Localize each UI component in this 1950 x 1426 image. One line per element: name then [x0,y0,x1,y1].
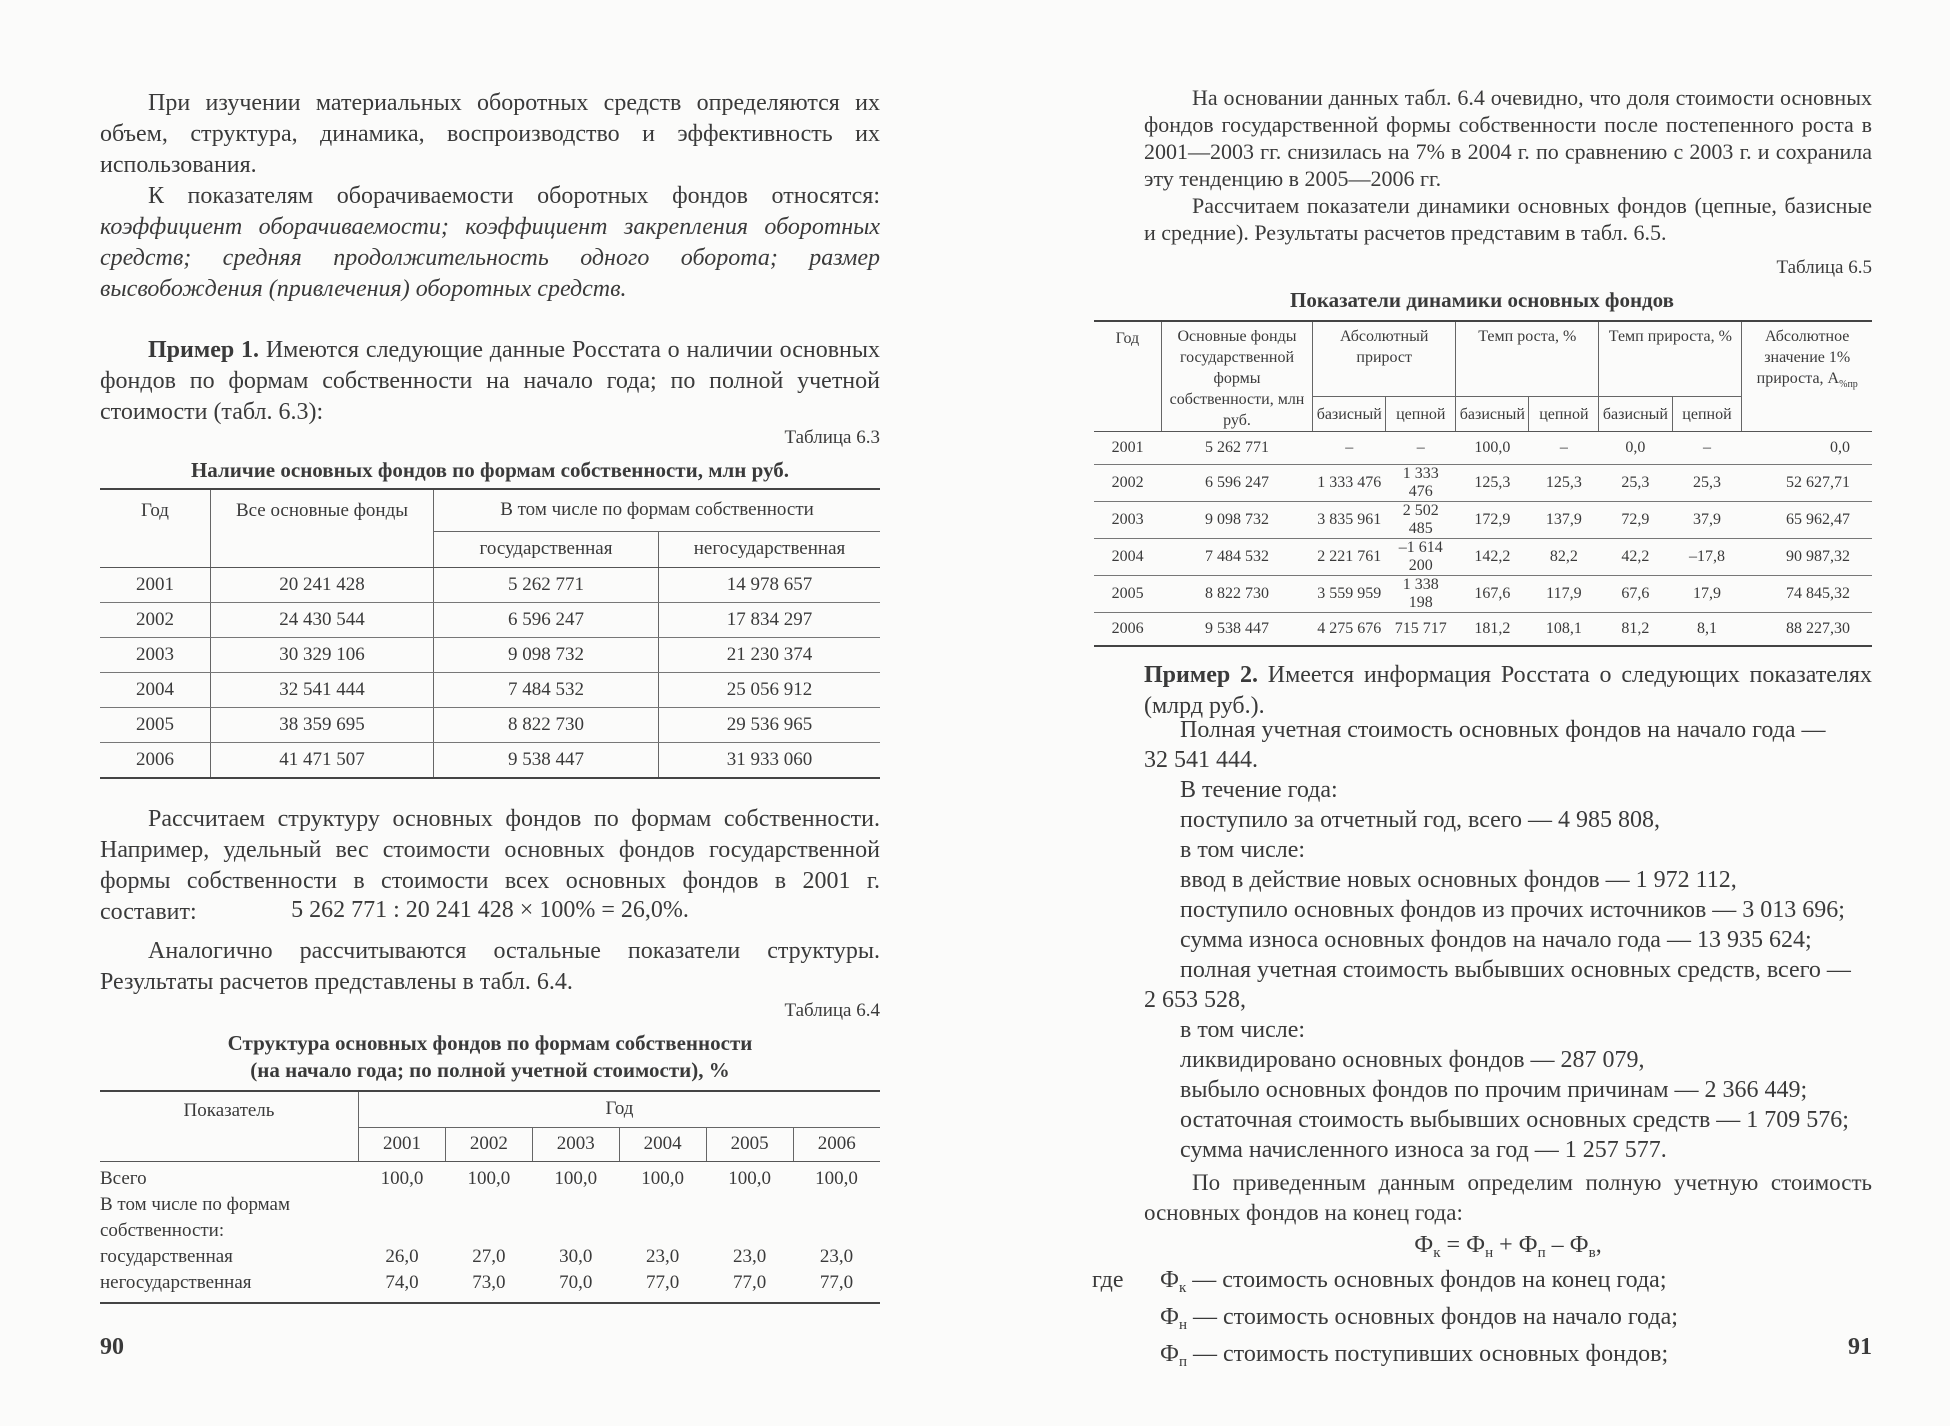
cell-value: 74 845,32 [1742,576,1872,613]
label-nonstate: негосударственная [100,1271,252,1293]
cell-state: 8 822 730 [434,707,659,742]
cell-abs-chain: –1 614 200 [1386,539,1456,576]
cell-abs-base: 1 333 476 [1313,465,1386,502]
list-line: выбыло основных фондов по прочим причинам — 2 366 449; [1180,1077,1808,1103]
cell-growth-base: 0,0 [1599,432,1672,465]
cell-state: 9 538 447 [434,742,659,778]
list-line: 32 541 444. [1144,747,1258,773]
table-6-4-col [793,1161,880,1303]
list-line: в том числе: [1180,837,1306,863]
legend-where: где [1092,1267,1124,1293]
label-state: государственная [100,1245,233,1267]
cell-nonstate: 21 230 374 [659,637,881,672]
table-6-3-number: Таблица 6.3 [784,427,880,448]
table-6-5-number: Таблица 6.5 [1776,257,1872,278]
cell-state: 7 484 532 [434,672,659,707]
table-row [1094,465,1872,502]
cell-rate-chain: 108,1 [1545,620,1582,637]
table-6-5-header-growth: Темп прироста, % [1599,321,1742,397]
header-base: базисный [1456,397,1529,432]
cell-all: 41 471 507 [211,742,434,778]
list-line: сумма начисленного износа за год — 1 257 577. [1180,1137,1667,1163]
table-6-5-title: Показатели динамики основных фондов [1289,288,1674,312]
table-6-4-header-indicator: Показатель [100,1091,359,1161]
paragraph-conclusion: На основании данных табл. 6.4 очевидно, что доля стоимости основных фондов государственной формы собственности после постепенного роста в 2001—2003 гг. снизилась на 7% в 2004 г. по сравнению с 2003 г. и сохранила эту тенденцию в 2005—2006 гг. [1144,85,1872,191]
paragraph-dynamics: Рассчитаем показатели динамики основных фондов (цепные, базисные и средние). Результаты расчетов представим в табл. 6.5. [1144,193,1872,245]
table-row [100,742,880,778]
formula-symbol: Ф [1160,1304,1179,1330]
cell-state: 6 596 247 [434,602,659,637]
legend-row [1092,1340,1872,1377]
cell-total: 100,0 [554,1167,598,1189]
value-header-text: Абсолютное значение 1% прироста, A [1756,328,1851,387]
cell-year: 2003 [1094,502,1161,539]
cell-state: 23,0 [819,1245,854,1267]
cell-abs-chain: 1 333 476 [1386,465,1456,502]
cell-abs-base: 3 559 959 [1313,576,1386,613]
cell-growth-base: 72,9 [1599,502,1672,539]
label-total: Всего [100,1167,147,1189]
header-chain: цепной [1672,397,1742,432]
formula-share: 5 262 771 : 20 241 428 × 100% = 26,0%. [291,897,689,923]
cell-abs-base: 2 221 761 [1313,539,1386,576]
page-number-right: 91 [1848,1334,1872,1360]
table-6-4-col [532,1161,619,1303]
cell-nonstate: 17 834 297 [659,602,881,637]
cell-funds: 6 596 247 [1161,465,1312,502]
table-6-5-header-rate: Темп роста, % [1456,321,1599,397]
cell-abs-chain: 2 502 485 [1386,502,1456,539]
legend-text: — стоимость поступивших основных фондов; [1187,1341,1669,1367]
example-1-label: Пример 1. [148,337,260,363]
cell-all: 30 329 106 [211,637,434,672]
table-row [1094,432,1872,465]
formula-operator: + [1493,1232,1519,1258]
table-6-5 [1094,320,1872,647]
table-6-4 [100,1090,880,1304]
table-row [1094,502,1872,539]
table-6-4-col [619,1161,706,1303]
paragraph-formula-intro: По приведенным данным определим полную учетную стоимость основных фондов на конец года: [1144,1170,1872,1225]
cell-state: 23,0 [732,1245,767,1267]
cell-year: 2005 [100,707,211,742]
cell-state: 5 262 771 [434,567,659,602]
right-page [1092,0,1872,1426]
formula-symbol: Ф [1160,1341,1179,1367]
cell-total: 100,0 [728,1167,771,1189]
paragraph-intro: При изучении материальных оборотных средств определяются их объем, структура, динамика, воспроизводство и эффективность их использования. [100,90,880,178]
cell-growth-chain: 8,1 [1696,620,1717,637]
table-6-3-header-incl: В том числе по формам собственности [434,489,881,531]
cell-rate-chain: 125,3 [1529,465,1599,502]
table-6-4-col [359,1161,446,1303]
cell-nonstate: 25 056 912 [659,672,881,707]
cell-all: 32 541 444 [211,672,434,707]
list-line: ввод в действие новых основных фондов — 1 972 112, [1180,867,1737,893]
formula-subscript: к [1178,1280,1187,1296]
list-line: поступило за отчетный год, всего — 4 985 808, [1180,807,1661,833]
cell-value: 65 962,47 [1742,502,1872,539]
header-base: базисный [1599,397,1672,432]
cell-funds: 9 538 447 [1204,620,1269,637]
formula-symbol: Ф [1414,1232,1434,1258]
formula-punct: , [1595,1232,1602,1258]
cell-rate-base: 167,6 [1456,576,1529,613]
legend-row [1092,1266,1872,1303]
cell-growth-chain: 37,9 [1672,502,1742,539]
cell-all: 38 359 695 [211,707,434,742]
table-6-4-title-line1: Структура основных фондов по формам собственности [227,1031,753,1055]
example-2-list [1144,715,1872,1165]
paragraph-turnover-italic: коэффициент оборачиваемости; коэффициент закрепления оборотных средств; средняя продолжительность одного оборота; размер высвобождения (привлечения) оборотных средств. [100,214,880,302]
cell-year: 2003 [100,637,211,672]
table-6-3-header-state: государственная [434,531,659,567]
cell-year: 2002 [100,602,211,637]
cell-nonstate: 73,0 [472,1271,506,1293]
cell-state: 27,0 [472,1245,506,1267]
cell-funds: 9 098 732 [1161,502,1312,539]
cell-total: 100,0 [641,1167,685,1189]
table-row [100,602,880,637]
cell-year: 2002 [1094,465,1161,502]
header-chain: цепной [1529,397,1599,432]
example-1-text: Имеются следующие данные Росстата о наличии основных фондов по формам собственности на начало года; по полной учетной стоимости (табл. 6.3): [100,337,880,425]
cell-nonstate: 70,0 [559,1271,593,1293]
cell-value: 90 987,32 [1742,539,1872,576]
cell-all: 24 430 544 [211,602,434,637]
table-row [100,672,880,707]
cell-rate-chain: 82,2 [1529,539,1599,576]
cell-value: 52 627,71 [1742,465,1872,502]
cell-state: 30,0 [559,1245,593,1267]
cell-year: 2004 [100,672,211,707]
formula-subscript: н [1178,1317,1187,1333]
header-base: базисный [1313,397,1386,432]
page-number-left: 90 [100,1334,124,1360]
cell-all: 20 241 428 [211,567,434,602]
formula-symbol: Ф [1569,1232,1589,1258]
cell-state: 9 098 732 [434,637,659,672]
list-line: Полная учетная стоимость основных фондов на начало года — [1180,717,1826,743]
table-6-5-header-year: Год [1094,321,1161,432]
left-page [100,0,880,1426]
table-6-3 [100,488,880,779]
cell-state: 23,0 [646,1245,680,1267]
example-2-label: Пример 2. [1144,662,1258,688]
table-row [100,637,880,672]
cell-year: 2004 [1094,539,1161,576]
cell-state: 26,0 [385,1245,419,1267]
cell-year: 2006 [100,742,211,778]
formula-end-value [1144,1232,1872,1262]
formula-subscript: н [1485,1245,1494,1261]
header-chain: цепной [1386,397,1456,432]
cell-rate-base: 172,9 [1456,502,1529,539]
cell-total: 100,0 [815,1167,858,1189]
table-row [100,567,880,602]
paragraph-analog: Аналогично рассчитываются остальные показатели структуры. Результаты расчетов представлены в табл. 6.4. [100,938,880,995]
table-6-4-col [706,1161,793,1303]
list-line: В течение года: [1180,777,1338,803]
legend-text: — стоимость основных фондов на начало года; [1187,1304,1678,1330]
formula-subscript: в [1588,1245,1596,1261]
cell-rate-base: 181,2 [1474,620,1511,637]
table-6-5-header-value [1742,321,1872,432]
cell-rate-chain: – [1529,432,1599,465]
table-6-4-number: Таблица 6.4 [784,1000,880,1021]
table-6-5-header-funds: Основные фонды государственной формы собственности, млн руб. [1161,321,1312,432]
table-6-5-header-abs: Абсолютный прирост [1313,321,1456,397]
cell-growth-base: 67,6 [1599,576,1672,613]
legend-text: — стоимость основных фондов на конец года; [1186,1267,1667,1293]
table-6-4-year: 2005 [706,1127,793,1161]
cell-nonstate: 31 933 060 [659,742,881,778]
legend-row [1092,1303,1872,1340]
cell-rate-chain: 137,9 [1529,502,1599,539]
label-incl-2: собственности: [100,1219,225,1241]
formula-symbol: Ф [1160,1267,1179,1293]
table-row [1094,576,1872,613]
cell-year: 2005 [1094,576,1161,613]
cell-nonstate: 14 978 657 [659,567,881,602]
table-6-3-title: Наличие основных фондов по формам собственности, млн руб. [190,458,790,482]
cell-year: 2001 [100,567,211,602]
cell-abs-chain: 715 717 [1394,620,1447,637]
table-6-4-year: 2002 [445,1127,532,1161]
cell-rate-base: 142,2 [1456,539,1529,576]
table-row [1094,539,1872,576]
example-2-text: Имеется информация Росстата о следующих показателях (млрд руб.). [1144,662,1872,719]
table-6-4-labels [100,1161,359,1303]
cell-value: 0,0 [1742,432,1872,465]
list-line: остаточная стоимость выбывших основных средств — 1 709 576; [1180,1107,1849,1133]
formula-subscript: п [1537,1245,1546,1261]
table-6-3-header-all: Все основные фонды [211,489,434,567]
table-6-4-header-year: Год [359,1091,881,1127]
table-6-4-title-line2: (на начало года; по полной учетной стоимости), % [250,1058,730,1082]
table-6-4-year: 2003 [532,1127,619,1161]
cell-funds: 7 484 532 [1161,539,1312,576]
list-line: ликвидировано основных фондов — 287 079, [1180,1047,1645,1073]
cell-nonstate: 77,0 [732,1271,767,1293]
cell-year: 2001 [1094,432,1161,465]
table-row [1094,613,1872,647]
cell-growth-chain: 25,3 [1672,465,1742,502]
formula-subscript: п [1178,1354,1187,1370]
list-line: 2 653 528, [1144,987,1246,1013]
cell-nonstate: 74,0 [385,1271,419,1293]
cell-abs-chain: 1 338 198 [1386,576,1456,613]
paragraph-turnover-lead: К показателям оборачиваемости оборотных фондов относятся: [148,183,880,209]
paragraph-turnover [100,181,880,305]
table-6-4-year: 2004 [619,1127,706,1161]
formula-symbol: Ф [1466,1232,1486,1258]
table-6-4-year: 2001 [359,1127,446,1161]
cell-funds: 5 262 771 [1161,432,1312,465]
cell-funds: 8 822 730 [1161,576,1312,613]
list-line: сумма износа основных фондов на начало года — 13 935 624; [1180,927,1812,953]
cell-rate-chain: 117,9 [1529,576,1599,613]
formula-subscript: к [1433,1245,1441,1261]
formula-operator: = [1440,1232,1467,1258]
label-incl-1: В том числе по формам [100,1193,290,1215]
cell-nonstate: 77,0 [819,1271,854,1293]
cell-nonstate: 29 536 965 [659,707,881,742]
cell-growth-chain: 17,9 [1672,576,1742,613]
cell-abs-base: 3 835 961 [1313,502,1386,539]
table-6-4-title [100,1030,880,1084]
example-2 [1144,660,1872,722]
value-header-sub: %пр [1839,379,1858,391]
list-line: полная учетная стоимость выбывших основных средств, всего — [1180,957,1851,983]
cell-growth-base: 25,3 [1599,465,1672,502]
list-line: в том числе: [1180,1017,1306,1043]
formula-legend [1092,1266,1872,1377]
cell-growth-base: 42,2 [1599,539,1672,576]
cell-total: 100,0 [380,1167,424,1189]
table-6-3-header-nonstate: негосударственная [659,531,881,567]
example-1 [100,335,880,428]
table-6-3-header-year: Год [100,489,211,567]
cell-rate-base: 125,3 [1456,465,1529,502]
cell-year: 2006 [1111,620,1144,637]
cell-abs-base: – [1313,432,1386,465]
cell-growth-chain: – [1672,432,1742,465]
formula-operator: – [1545,1232,1570,1258]
table-row [100,707,880,742]
cell-value: 88 227,30 [1786,620,1850,637]
cell-growth-base: 81,2 [1621,620,1650,637]
cell-nonstate: 77,0 [646,1271,680,1293]
cell-total: 100,0 [467,1167,511,1189]
paragraph-structure: Рассчитаем структуру основных фондов по формам собственности. Например, удельный вес стоимости основных фондов государственной формы собственности в стоимости всех основных фондов в 2001 г. составит: [100,806,880,925]
cell-abs-chain: – [1386,432,1456,465]
cell-rate-base: 100,0 [1456,432,1529,465]
table-6-4-year: 2006 [793,1127,880,1161]
table-6-4-col [445,1161,532,1303]
cell-abs-base: 4 275 676 [1317,620,1382,637]
list-line: поступило основных фондов из прочих источников — 3 013 696; [1180,897,1845,923]
formula-symbol: Ф [1518,1232,1538,1258]
cell-growth-chain: –17,8 [1672,539,1742,576]
